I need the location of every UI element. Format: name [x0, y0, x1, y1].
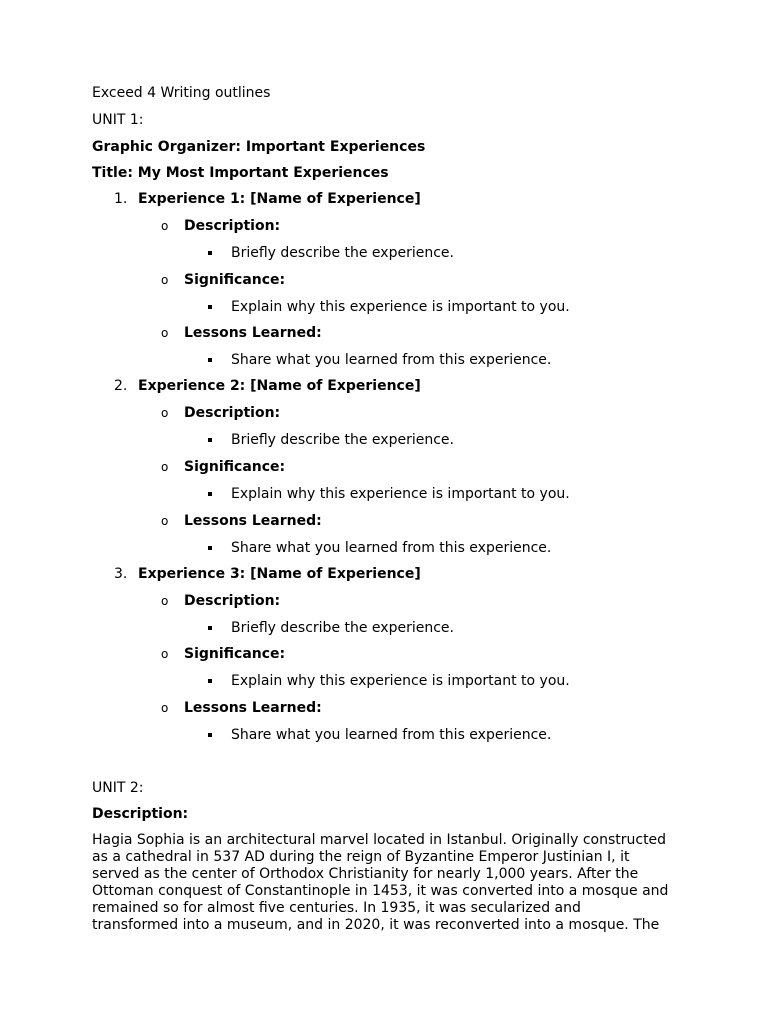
experience-heading: Experience 2: [Name of Experience]: [138, 378, 421, 394]
unit-2-description-heading: Description:: [92, 806, 189, 822]
hollow-circle-bullet-icon: o: [161, 273, 169, 287]
document-title: Exceed 4 Writing outlines: [92, 85, 271, 101]
paragraph-line: Hagia Sophia is an architectural marvel located in Istanbul. Originally constructed: [92, 832, 667, 848]
list-number: 2.: [114, 378, 128, 394]
hollow-circle-bullet-icon: o: [161, 514, 169, 528]
unit-1-label: UNIT 1:: [92, 112, 144, 128]
description-label: Description:: [184, 593, 281, 609]
hollow-circle-bullet-icon: o: [161, 406, 169, 420]
lessons-text: Share what you learned from this experience.: [231, 540, 552, 556]
hollow-circle-bullet-icon: o: [161, 594, 169, 608]
paragraph-line: served as the center of Orthodox Christianity for nearly 1,000 years. After the: [92, 866, 639, 882]
hollow-circle-bullet-icon: o: [161, 701, 169, 715]
lessons-label: Lessons Learned:: [184, 513, 322, 529]
square-bullet-icon: [208, 251, 212, 255]
description-text: Briefly describe the experience.: [231, 620, 454, 636]
hollow-circle-bullet-icon: o: [161, 326, 169, 340]
experience-heading: Experience 3: [Name of Experience]: [138, 566, 421, 582]
significance-text: Explain why this experience is important to you.: [231, 673, 570, 689]
significance-label: Significance:: [184, 459, 286, 475]
square-bullet-icon: [208, 305, 212, 309]
description-label: Description:: [184, 405, 281, 421]
hollow-circle-bullet-icon: o: [161, 460, 169, 474]
lessons-label: Lessons Learned:: [184, 700, 322, 716]
outline-title: Title: My Most Important Experiences: [92, 165, 389, 181]
description-label: Description:: [184, 218, 281, 234]
paragraph-line: transformed into a museum, and in 2020, it was reconverted into a mosque. The: [92, 917, 660, 933]
unit-2-label: UNIT 2:: [92, 780, 144, 796]
lessons-text: Share what you learned from this experience.: [231, 352, 552, 368]
square-bullet-icon: [208, 492, 212, 496]
square-bullet-icon: [208, 626, 212, 630]
paragraph-line: as a cathedral in 537 AD during the reign of Byzantine Emperor Justinian I, it: [92, 849, 630, 865]
square-bullet-icon: [208, 679, 212, 683]
significance-text: Explain why this experience is important to you.: [231, 299, 570, 315]
list-number: 3.: [114, 566, 128, 582]
paragraph-line: remained so for almost five centuries. In 1935, it was secularized and: [92, 900, 581, 916]
hollow-circle-bullet-icon: o: [161, 647, 169, 661]
description-text: Briefly describe the experience.: [231, 432, 454, 448]
description-text: Briefly describe the experience.: [231, 245, 454, 261]
lessons-text: Share what you learned from this experience.: [231, 727, 552, 743]
square-bullet-icon: [208, 358, 212, 362]
square-bullet-icon: [208, 546, 212, 550]
square-bullet-icon: [208, 438, 212, 442]
paragraph-line: Ottoman conquest of Constantinople in 1453, it was converted into a mosque and: [92, 883, 669, 899]
experience-heading: Experience 1: [Name of Experience]: [138, 191, 421, 207]
hollow-circle-bullet-icon: o: [161, 219, 169, 233]
significance-text: Explain why this experience is important to you.: [231, 486, 570, 502]
organizer-heading: Graphic Organizer: Important Experiences: [92, 139, 426, 155]
significance-label: Significance:: [184, 272, 286, 288]
lessons-label: Lessons Learned:: [184, 325, 322, 341]
list-number: 1.: [114, 191, 128, 207]
significance-label: Significance:: [184, 646, 286, 662]
hagia-sophia-paragraph: [92, 832, 692, 934]
square-bullet-icon: [208, 733, 212, 737]
